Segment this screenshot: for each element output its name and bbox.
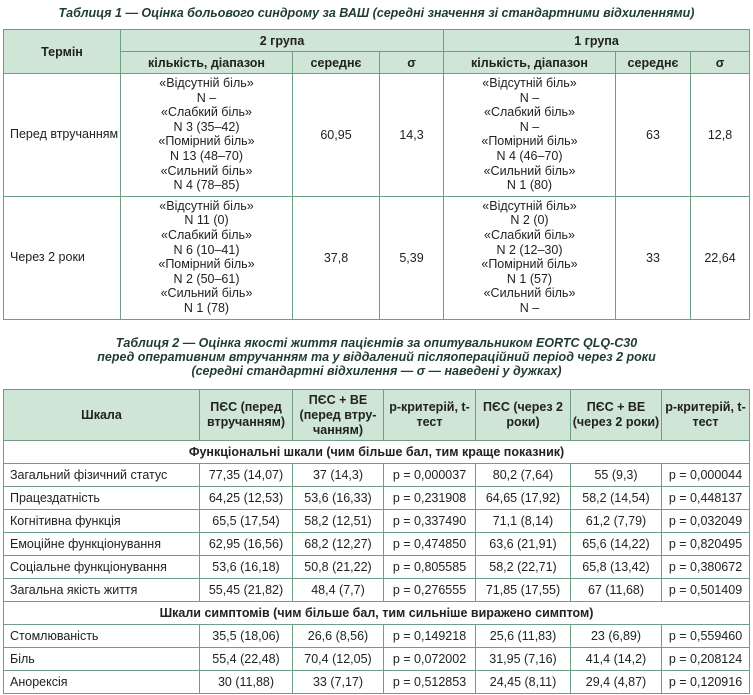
header-g1-mean: середнє (616, 52, 691, 74)
section-title: Шкали симптомів (чим більше бал, тим сильніше виражено симптом) (4, 602, 750, 625)
value-cell: 80,2 (7,64) (476, 464, 571, 487)
value-cell: p = 0,805585 (384, 556, 476, 579)
section-row (4, 441, 750, 464)
range-line: N 4 (78–85) (173, 178, 240, 193)
header-pes-after: ПЄС (через 2 роки) (476, 390, 571, 441)
range-line: «Слабкий біль» (484, 105, 575, 120)
header-g1-sigma: σ (691, 52, 750, 74)
range-line: «Відсутній біль» (159, 198, 254, 213)
table1-caption: Таблиця 1 — Оцінка больового синдрому за ВАШ (середні значення зі стандартними відхиленнями) (58, 6, 695, 20)
value-cell: p = 0,559460 (662, 625, 750, 648)
header-g2-range: кількість, діапазон (121, 52, 293, 74)
header-p-before: p-критерій, t-тест (384, 390, 476, 441)
header-g2-mean: середнє (293, 52, 380, 74)
scale-name-cell: Емоційне функціонування (4, 533, 200, 556)
range-line: «Сильний біль» (483, 163, 576, 178)
range-line: «Слабкий біль» (484, 227, 575, 242)
table-row (4, 579, 750, 602)
value-cell: 70,4 (12,05) (293, 648, 384, 671)
range-line: N 13 (48–70) (170, 148, 243, 163)
header-pes-ve-after: ПЄС + ВЕ (через 2 роки) (571, 390, 662, 441)
table-row (4, 648, 750, 671)
scale-name-cell: Загальна якість життя (4, 579, 200, 602)
range-line: N 2 (50–61) (173, 271, 240, 286)
value-cell: p = 0,337490 (384, 510, 476, 533)
range-line: «Слабкий біль» (161, 105, 252, 120)
range-line: «Сильний біль» (160, 163, 253, 178)
header-scale: Шкала (4, 390, 200, 441)
range-line: «Помірний біль» (158, 134, 255, 149)
value-cell: 33 (7,17) (293, 671, 384, 694)
value-cell: 53,6 (16,33) (293, 487, 384, 510)
range-line: N – (519, 300, 540, 315)
table-row (4, 556, 750, 579)
range-line: N – (196, 90, 217, 105)
value-cell: 71,85 (17,55) (476, 579, 571, 602)
value-cell: 23 (6,89) (571, 625, 662, 648)
value-cell: p = 0,000044 (662, 464, 750, 487)
value-cell: p = 0,474850 (384, 533, 476, 556)
value-cell: 62,95 (16,56) (200, 533, 293, 556)
range-line: N – (519, 119, 540, 134)
value-cell: p = 0,120916 (662, 671, 750, 694)
table-row (4, 74, 750, 197)
range-line: N 11 (0) (184, 213, 229, 228)
range-line: «Сильний біль» (483, 286, 576, 301)
range-cell (121, 196, 293, 319)
table-row (4, 196, 750, 319)
table-row (4, 625, 750, 648)
value-cell: 31,95 (7,16) (476, 648, 571, 671)
sigma-cell: 14,3 (380, 74, 444, 197)
quality-of-life-table (3, 389, 750, 694)
value-cell: 65,6 (14,22) (571, 533, 662, 556)
range-line: N 1 (80) (506, 178, 553, 193)
header-term: Термін (4, 30, 121, 74)
value-cell: 64,65 (17,92) (476, 487, 571, 510)
range-line: N 3 (35–42) (173, 119, 240, 134)
scale-name-cell: Анорексія (4, 671, 200, 694)
value-cell: p = 0,380672 (662, 556, 750, 579)
value-cell: 63,6 (21,91) (476, 533, 571, 556)
scale-name-cell: Загальний фізичний статус (4, 464, 200, 487)
value-cell: 68,2 (12,27) (293, 533, 384, 556)
value-cell: 65,5 (17,54) (200, 510, 293, 533)
range-line: N 2 (0) (510, 213, 549, 228)
value-cell: 55,4 (22,48) (200, 648, 293, 671)
scale-name-cell: Працездатність (4, 487, 200, 510)
header-group1: 1 група (444, 30, 750, 52)
value-cell: 26,6 (8,56) (293, 625, 384, 648)
value-cell: p = 0,512853 (384, 671, 476, 694)
range-line: N 4 (46–70) (496, 148, 563, 163)
mean-cell: 37,8 (293, 196, 380, 319)
value-cell: 48,4 (7,7) (293, 579, 384, 602)
section-title: Функціональні шкали (чим більше бал, тим краще показник) (4, 441, 750, 464)
range-line: «Відсутній біль» (482, 198, 577, 213)
range-line: N – (519, 90, 540, 105)
scale-name-cell: Стомлюваність (4, 625, 200, 648)
value-cell: 41,4 (14,2) (571, 648, 662, 671)
scale-name-cell: Когнітивна функція (4, 510, 200, 533)
value-cell: 55,45 (21,82) (200, 579, 293, 602)
value-cell: 35,5 (18,06) (200, 625, 293, 648)
header-p-after: p-критерій, t-тест (662, 390, 750, 441)
value-cell: 71,1 (8,14) (476, 510, 571, 533)
range-line: N 1 (57) (506, 271, 553, 286)
value-cell: 58,2 (14,54) (571, 487, 662, 510)
range-cell (444, 196, 616, 319)
value-cell: p = 0,448137 (662, 487, 750, 510)
range-line: N 1 (78) (183, 300, 230, 315)
value-cell: 77,35 (14,07) (200, 464, 293, 487)
header-group2: 2 група (121, 30, 444, 52)
value-cell: 37 (14,3) (293, 464, 384, 487)
table2-caption (0, 336, 753, 378)
scale-name-cell: Біль (4, 648, 200, 671)
table-row (4, 510, 750, 533)
header-g1-range: кількість, діапазон (444, 52, 616, 74)
header-pes-before: ПЄС (перед втручанням) (200, 390, 293, 441)
range-line: «Відсутній біль» (159, 76, 254, 90)
scale-name-cell: Соціальне функціонування (4, 556, 200, 579)
value-cell: p = 0,072002 (384, 648, 476, 671)
value-cell: 50,8 (21,22) (293, 556, 384, 579)
range-line: «Помірний біль» (481, 257, 578, 272)
header-g2-sigma: σ (380, 52, 444, 74)
sigma-cell: 22,64 (691, 196, 750, 319)
value-cell: 65,8 (13,42) (571, 556, 662, 579)
table-row (4, 464, 750, 487)
value-cell: 24,45 (8,11) (476, 671, 571, 694)
value-cell: p = 0,032049 (662, 510, 750, 533)
value-cell: 29,4 (4,87) (571, 671, 662, 694)
range-cell (444, 74, 616, 197)
table2-caption-line: (середні стандартні відхилення — σ — наведені у дужках) (191, 364, 562, 378)
mean-cell: 33 (616, 196, 691, 319)
value-cell: 67 (11,68) (571, 579, 662, 602)
value-cell: 30 (11,88) (200, 671, 293, 694)
mean-cell: 63 (616, 74, 691, 197)
value-cell: p = 0,000037 (384, 464, 476, 487)
range-line: «Помірний біль» (481, 134, 578, 149)
range-line: N 2 (12–30) (496, 242, 563, 257)
table2-caption-line: перед оперативним втручанням та у віддалений післяопераційний період через 2 роки (97, 350, 656, 364)
table2-caption-line: Таблиця 2 — Оцінка якості життя пацієнтів за опитувальником EORTC QLQ-C30 (115, 336, 638, 350)
pain-score-table (3, 29, 750, 320)
range-line: «Помірний біль» (158, 257, 255, 272)
mean-cell: 60,95 (293, 74, 380, 197)
header-pes-ve-before: ПЄС + ВЕ (перед втру-чанням) (293, 390, 384, 441)
table-row (4, 533, 750, 556)
value-cell: p = 0,149218 (384, 625, 476, 648)
sigma-cell: 5,39 (380, 196, 444, 319)
table-row (4, 671, 750, 694)
value-cell: p = 0,820495 (662, 533, 750, 556)
range-line: «Слабкий біль» (161, 227, 252, 242)
range-line: «Відсутній біль» (482, 76, 577, 90)
value-cell: 55 (9,3) (571, 464, 662, 487)
section-row (4, 602, 750, 625)
value-cell: p = 0,208124 (662, 648, 750, 671)
value-cell: 53,6 (16,18) (200, 556, 293, 579)
value-cell: 58,2 (22,71) (476, 556, 571, 579)
value-cell: 25,6 (11,83) (476, 625, 571, 648)
table-row (4, 487, 750, 510)
term-cell: Перед втручанням (4, 74, 121, 197)
value-cell: p = 0,231908 (384, 487, 476, 510)
range-line: N 6 (10–41) (173, 242, 240, 257)
value-cell: 61,2 (7,79) (571, 510, 662, 533)
value-cell: 64,25 (12,53) (200, 487, 293, 510)
range-cell (121, 74, 293, 197)
value-cell: 58,2 (12,51) (293, 510, 384, 533)
sigma-cell: 12,8 (691, 74, 750, 197)
value-cell: p = 0,276555 (384, 579, 476, 602)
value-cell: p = 0,501409 (662, 579, 750, 602)
range-line: «Сильний біль» (160, 286, 253, 301)
term-cell: Через 2 роки (4, 196, 121, 319)
